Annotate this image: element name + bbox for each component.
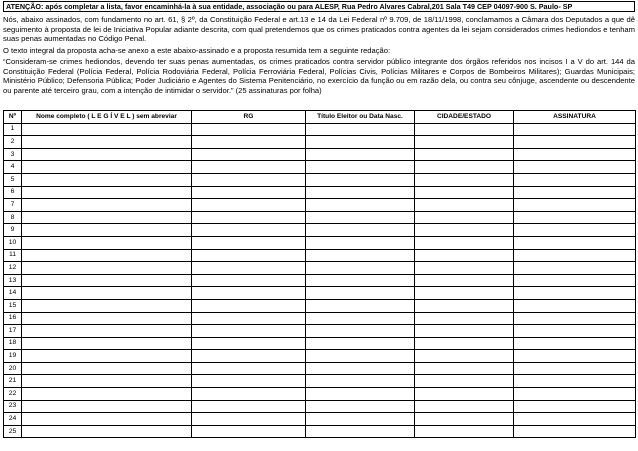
row-number-cell: 9	[4, 224, 22, 237]
table-row	[4, 262, 636, 275]
name-field[interactable]	[22, 350, 192, 363]
voter-id-field[interactable]	[306, 362, 415, 375]
rg-field[interactable]	[192, 123, 306, 136]
voter-id-field[interactable]	[306, 325, 415, 338]
row-number-cell: 8	[4, 211, 22, 224]
name-field[interactable]	[22, 274, 192, 287]
table-row	[4, 388, 636, 401]
voter-id-field[interactable]	[306, 425, 415, 438]
rg-field[interactable]	[192, 199, 306, 212]
name-field[interactable]	[22, 362, 192, 375]
signature-field[interactable]	[514, 186, 636, 199]
signature-field[interactable]	[514, 425, 636, 438]
col-city-state-header: CIDADE/ESTADO	[415, 111, 514, 124]
table-row	[4, 136, 636, 149]
city-state-field[interactable]	[415, 299, 514, 312]
name-field[interactable]	[22, 224, 192, 237]
rg-field[interactable]	[192, 362, 306, 375]
name-field[interactable]	[22, 249, 192, 262]
signature-table	[3, 110, 636, 438]
col-signature-header: ASSINATURA	[514, 111, 636, 124]
row-number-cell: 11	[4, 249, 22, 262]
name-field[interactable]	[22, 123, 192, 136]
city-state-field[interactable]	[415, 312, 514, 325]
name-field[interactable]	[22, 299, 192, 312]
table-row	[4, 199, 636, 212]
signature-field[interactable]	[514, 362, 636, 375]
signature-field[interactable]	[514, 161, 636, 174]
city-state-field[interactable]	[415, 287, 514, 300]
city-state-field[interactable]	[415, 274, 514, 287]
name-field[interactable]	[22, 375, 192, 388]
city-state-field[interactable]	[415, 199, 514, 212]
voter-id-field[interactable]	[306, 299, 415, 312]
table-row	[4, 161, 636, 174]
city-state-field[interactable]	[415, 325, 514, 338]
name-field[interactable]	[22, 425, 192, 438]
city-state-field[interactable]	[415, 186, 514, 199]
rg-field[interactable]	[192, 236, 306, 249]
table-row	[4, 249, 636, 262]
signature-field[interactable]	[514, 224, 636, 237]
name-field[interactable]	[22, 337, 192, 350]
voter-id-field[interactable]	[306, 400, 415, 413]
rg-field[interactable]	[192, 350, 306, 363]
table-row	[4, 211, 636, 224]
table-row	[4, 425, 636, 438]
table-row	[4, 236, 636, 249]
row-number-cell: 12	[4, 262, 22, 275]
name-field[interactable]	[22, 148, 192, 161]
rg-field[interactable]	[192, 148, 306, 161]
table-row	[4, 287, 636, 300]
table-row	[4, 148, 636, 161]
signature-field[interactable]	[514, 123, 636, 136]
voter-id-field[interactable]	[306, 249, 415, 262]
name-field[interactable]	[22, 312, 192, 325]
table-row	[4, 123, 636, 136]
city-state-field[interactable]	[415, 362, 514, 375]
row-number-cell: 22	[4, 388, 22, 401]
name-field[interactable]	[22, 236, 192, 249]
voter-id-field[interactable]	[306, 236, 415, 249]
voter-id-field[interactable]	[306, 224, 415, 237]
name-field[interactable]	[22, 262, 192, 275]
city-state-field[interactable]	[415, 148, 514, 161]
signature-field[interactable]	[514, 199, 636, 212]
name-field[interactable]	[22, 400, 192, 413]
voter-id-field[interactable]	[306, 350, 415, 363]
table-row	[4, 274, 636, 287]
rg-field[interactable]	[192, 375, 306, 388]
row-number-cell: 3	[4, 148, 22, 161]
city-state-field[interactable]	[415, 249, 514, 262]
signature-field[interactable]	[514, 375, 636, 388]
rg-field[interactable]	[192, 312, 306, 325]
table-row	[4, 224, 636, 237]
city-state-field[interactable]	[415, 123, 514, 136]
signature-table-header	[4, 111, 636, 124]
proposal-summary-paragraph: “Consideram-se crimes hediondos, devendo ter suas penas aumentadas, os crimes praticados contra servidor público integrante dos órgãos referidos nos incisos I a V do art. 144 da Constituição Federal (Polícia Federal, Polícia Rodoviária Federal, Polícia Ferroviária Federal, Polícias Civis, Polícias Militares e Corpos de Bombeiros Militares); Guardas Municipais; Ministério Público; Defensoria Pública; Poder Judiciário e Agentes do Sistema Penitenciário, no exercício da função ou em razão dela, ou contra seu cônjuge, ascendente ou descendente ou parente até terceiro grau, com a intenção de intimidar o servidor.” (25 assinaturas por folha)	[3, 57, 635, 95]
signature-field[interactable]	[514, 337, 636, 350]
voter-id-field[interactable]	[306, 123, 415, 136]
table-row	[4, 173, 636, 186]
rg-field[interactable]	[192, 388, 306, 401]
row-number-cell: 1	[4, 123, 22, 136]
voter-id-field[interactable]	[306, 375, 415, 388]
voter-id-field[interactable]	[306, 312, 415, 325]
city-state-field[interactable]	[415, 350, 514, 363]
rg-field[interactable]	[192, 249, 306, 262]
city-state-field[interactable]	[415, 388, 514, 401]
rg-field[interactable]	[192, 400, 306, 413]
table-row	[4, 350, 636, 363]
row-number-cell: 15	[4, 299, 22, 312]
voter-id-field[interactable]	[306, 274, 415, 287]
voter-id-field[interactable]	[306, 337, 415, 350]
rg-field[interactable]	[192, 337, 306, 350]
voter-id-field[interactable]	[306, 199, 415, 212]
signature-field[interactable]	[514, 274, 636, 287]
table-row	[4, 413, 636, 426]
city-state-field[interactable]	[415, 136, 514, 149]
table-row	[4, 375, 636, 388]
row-number-cell: 18	[4, 337, 22, 350]
signature-field[interactable]	[514, 173, 636, 186]
name-field[interactable]	[22, 199, 192, 212]
voter-id-field[interactable]	[306, 388, 415, 401]
city-state-field[interactable]	[415, 425, 514, 438]
proposal-intro-paragraph: O texto integral da proposta acha-se anexo a este abaixo-assinado e a proposta resumida tem a seguinte redação:	[3, 46, 391, 55]
voter-id-field[interactable]	[306, 161, 415, 174]
voter-id-field[interactable]	[306, 186, 415, 199]
row-number-cell: 6	[4, 186, 22, 199]
row-number-cell: 24	[4, 413, 22, 426]
row-number-cell: 2	[4, 136, 22, 149]
name-field[interactable]	[22, 388, 192, 401]
city-state-field[interactable]	[415, 413, 514, 426]
col-name-header: Nome completo ( L E G Í V E L ) sem abreviar	[22, 111, 192, 124]
row-number-cell: 17	[4, 325, 22, 338]
city-state-field[interactable]	[415, 375, 514, 388]
voter-id-field[interactable]	[306, 211, 415, 224]
col-number-header: Nº	[4, 111, 22, 124]
rg-field[interactable]	[192, 161, 306, 174]
table-row	[4, 312, 636, 325]
attention-banner: ATENÇÃO: após completar a lista, favor encaminhá-la à sua entidade, associação ou para ALESP, Rua Pedro Alvares Cabral,201 Sala T49 CEP 04097-900 S. Paulo- SP	[3, 1, 635, 12]
rg-field[interactable]	[192, 413, 306, 426]
signature-field[interactable]	[514, 136, 636, 149]
city-state-field[interactable]	[415, 224, 514, 237]
row-number-cell: 10	[4, 236, 22, 249]
rg-field[interactable]	[192, 325, 306, 338]
table-row	[4, 400, 636, 413]
name-field[interactable]	[22, 186, 192, 199]
row-number-cell: 14	[4, 287, 22, 300]
name-field[interactable]	[22, 413, 192, 426]
signature-field[interactable]	[514, 287, 636, 300]
city-state-field[interactable]	[415, 211, 514, 224]
row-number-cell: 21	[4, 375, 22, 388]
row-number-cell: 5	[4, 173, 22, 186]
rg-field[interactable]	[192, 262, 306, 275]
city-state-field[interactable]	[415, 173, 514, 186]
col-rg-header: RG	[192, 111, 306, 124]
voter-id-field[interactable]	[306, 173, 415, 186]
name-field[interactable]	[22, 211, 192, 224]
city-state-field[interactable]	[415, 262, 514, 275]
signature-field[interactable]	[514, 236, 636, 249]
voter-id-field[interactable]	[306, 413, 415, 426]
signature-field[interactable]	[514, 249, 636, 262]
voter-id-field[interactable]	[306, 148, 415, 161]
signature-field[interactable]	[514, 262, 636, 275]
name-field[interactable]	[22, 287, 192, 300]
rg-field[interactable]	[192, 136, 306, 149]
signature-field[interactable]	[514, 400, 636, 413]
rg-field[interactable]	[192, 299, 306, 312]
signature-field[interactable]	[514, 312, 636, 325]
signature-field[interactable]	[514, 299, 636, 312]
city-state-field[interactable]	[415, 161, 514, 174]
signature-field[interactable]	[514, 148, 636, 161]
row-number-cell: 25	[4, 425, 22, 438]
row-number-cell: 23	[4, 400, 22, 413]
rg-field[interactable]	[192, 186, 306, 199]
rg-field[interactable]	[192, 224, 306, 237]
name-field[interactable]	[22, 161, 192, 174]
row-number-cell: 20	[4, 362, 22, 375]
signature-field[interactable]	[514, 413, 636, 426]
col-voter-id-header: Título Eleitor ou Data Nasc.	[306, 111, 415, 124]
intro-paragraph: Nós, abaixo assinados, com fundamento no art. 61, § 2º, da Constituição Federal e art.13 e 14 da Lei Federal nº 9.709, de 18/11/1998, conclamamos a Câmara dos Deputados a que dê seguimento à proposta de lei de Iniciativa Popular adiante descrita, com qual pretendemos que os crimes praticados contra agentes da lei sejam considerados crimes hediondos e tenham suas penas aumentadas no Código Penal.	[3, 15, 635, 44]
row-number-cell: 7	[4, 199, 22, 212]
rg-field[interactable]	[192, 274, 306, 287]
rg-field[interactable]	[192, 173, 306, 186]
signature-field[interactable]	[514, 350, 636, 363]
rg-field[interactable]	[192, 425, 306, 438]
signature-field[interactable]	[514, 388, 636, 401]
name-field[interactable]	[22, 325, 192, 338]
voter-id-field[interactable]	[306, 287, 415, 300]
table-row	[4, 186, 636, 199]
city-state-field[interactable]	[415, 337, 514, 350]
row-number-cell: 19	[4, 350, 22, 363]
voter-id-field[interactable]	[306, 262, 415, 275]
table-row	[4, 325, 636, 338]
city-state-field[interactable]	[415, 236, 514, 249]
table-row	[4, 299, 636, 312]
city-state-field[interactable]	[415, 400, 514, 413]
table-row	[4, 337, 636, 350]
name-field[interactable]	[22, 136, 192, 149]
signature-field[interactable]	[514, 325, 636, 338]
signature-field[interactable]	[514, 211, 636, 224]
table-row	[4, 362, 636, 375]
row-number-cell: 13	[4, 274, 22, 287]
rg-field[interactable]	[192, 287, 306, 300]
rg-field[interactable]	[192, 211, 306, 224]
signature-rows	[4, 123, 636, 438]
row-number-cell: 16	[4, 312, 22, 325]
voter-id-field[interactable]	[306, 136, 415, 149]
row-number-cell: 4	[4, 161, 22, 174]
name-field[interactable]	[22, 173, 192, 186]
